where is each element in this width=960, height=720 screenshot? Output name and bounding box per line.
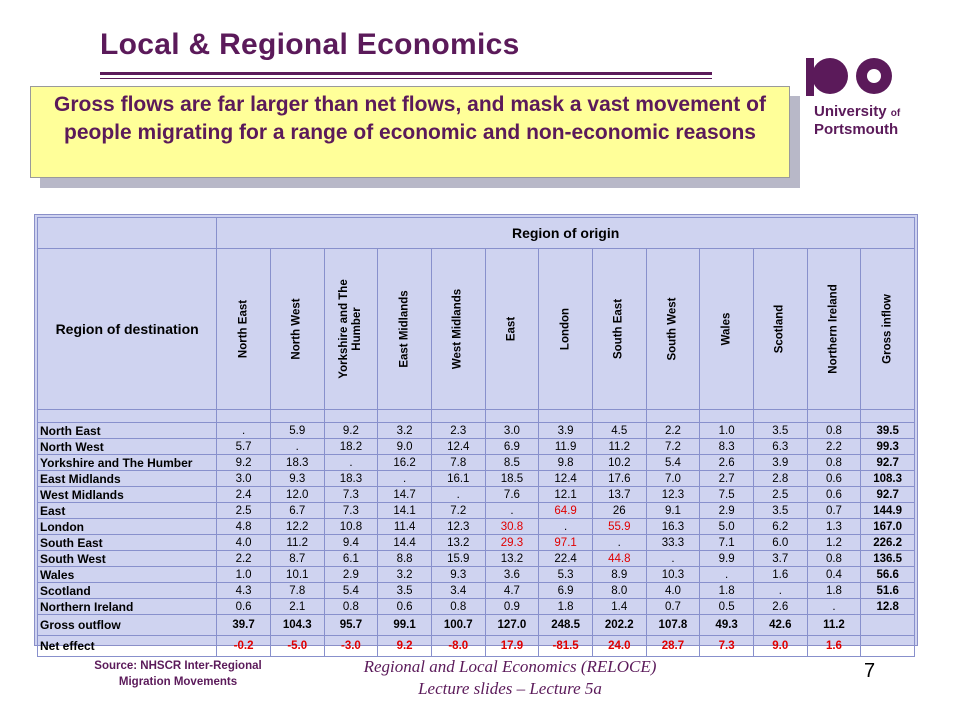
- column-header-label: East: [505, 316, 518, 342]
- table-cell: 0.8: [431, 599, 485, 615]
- table-cell: 0.6: [378, 599, 432, 615]
- table-cell: 99.1: [378, 615, 432, 636]
- table-cell: 107.8: [646, 615, 700, 636]
- table-cell: 13.2: [431, 535, 485, 551]
- table-cell: 3.5: [378, 583, 432, 599]
- row-label: Yorkshire and The Humber: [38, 455, 217, 471]
- net-effect-row: [38, 636, 915, 657]
- table-cell: 18.3: [270, 455, 324, 471]
- table-cell: 49.3: [700, 615, 754, 636]
- table-cell: 0.9: [485, 599, 539, 615]
- logo-line1: University: [814, 103, 887, 120]
- table-cell: 1.8: [700, 583, 754, 599]
- table-cell: [861, 615, 915, 636]
- table-cell: 39.5: [861, 423, 915, 439]
- table-cell: 4.7: [485, 583, 539, 599]
- table-cell: 39.7: [217, 615, 271, 636]
- table-cell: 248.5: [539, 615, 593, 636]
- column-header-label: West Midlands: [451, 288, 464, 370]
- origin-header: Region of origin: [217, 218, 915, 249]
- source-note: Source: NHSCR Inter-Regional Migration Movements: [94, 660, 262, 688]
- column-header-label: South East: [612, 298, 625, 360]
- column-header-label: North West: [290, 298, 303, 360]
- table-cell: 0.7: [807, 503, 861, 519]
- table-cell: 9.2: [217, 455, 271, 471]
- table-cell: 12.8: [861, 599, 915, 615]
- table-cell: -81.5: [539, 636, 593, 657]
- table-cell: 29.3: [485, 535, 539, 551]
- table-cell: 9.9: [700, 551, 754, 567]
- row-label: London: [38, 519, 217, 535]
- table-cell: 18.3: [324, 471, 378, 487]
- column-header-label: London: [559, 307, 572, 351]
- table-cell: 5.4: [324, 583, 378, 599]
- table-cell: 7.3: [324, 503, 378, 519]
- table-row: [38, 567, 915, 583]
- column-header: [861, 249, 915, 410]
- table-cell: 3.9: [539, 423, 593, 439]
- table-cell: 22.4: [539, 551, 593, 567]
- table-cell: 104.3: [270, 615, 324, 636]
- column-header: [807, 249, 861, 410]
- spacer-cell: [378, 410, 432, 423]
- table-cell: -8.0: [431, 636, 485, 657]
- table-cell: 6.1: [324, 551, 378, 567]
- table-cell: -0.2: [217, 636, 271, 657]
- table-cell: .: [270, 439, 324, 455]
- column-header-label: Yorkshire and The Humber: [337, 279, 363, 379]
- table-cell: 10.8: [324, 519, 378, 535]
- table-row: [38, 471, 915, 487]
- table-cell: 12.4: [431, 439, 485, 455]
- table-cell: 5.4: [646, 455, 700, 471]
- table-row: [38, 423, 915, 439]
- table-cell: 26: [592, 503, 646, 519]
- table-cell: 9.4: [324, 535, 378, 551]
- footer-line2: Lecture slides – Lecture 5a: [418, 679, 602, 698]
- table-cell: 6.9: [485, 439, 539, 455]
- table-cell: 2.6: [700, 455, 754, 471]
- table-cell: 3.5: [753, 423, 807, 439]
- row-label: South West: [38, 551, 217, 567]
- table-cell: 4.3: [217, 583, 271, 599]
- table-cell: 1.6: [807, 636, 861, 657]
- table-cell: 6.9: [539, 583, 593, 599]
- table-cell: 0.6: [217, 599, 271, 615]
- table-cell: 9.0: [378, 439, 432, 455]
- table-cell: 55.9: [592, 519, 646, 535]
- table-cell: 226.2: [861, 535, 915, 551]
- spacer-cell: [539, 410, 593, 423]
- spacer-cell: [324, 410, 378, 423]
- logo-wordmark: [814, 104, 900, 138]
- table-cell: 9.1: [646, 503, 700, 519]
- logo-of: of: [890, 108, 901, 119]
- table-cell: 0.8: [807, 551, 861, 567]
- table-cell: 9.3: [270, 471, 324, 487]
- spacer-cell: [38, 410, 217, 423]
- table-cell: 7.1: [700, 535, 754, 551]
- table-cell: 3.0: [217, 471, 271, 487]
- table-cell: .: [539, 519, 593, 535]
- table-cell: 8.3: [700, 439, 754, 455]
- table-cell: 92.7: [861, 487, 915, 503]
- table-cell: 2.5: [753, 487, 807, 503]
- spacer-cell: [485, 410, 539, 423]
- table-cell: 92.7: [861, 455, 915, 471]
- table-cell: 7.6: [485, 487, 539, 503]
- column-header: [431, 249, 485, 410]
- table-cell: 99.3: [861, 439, 915, 455]
- spacer-cell: [753, 410, 807, 423]
- table-cell: 33.3: [646, 535, 700, 551]
- row-label: Scotland: [38, 583, 217, 599]
- table-cell: 12.4: [539, 471, 593, 487]
- table-cell: 6.2: [753, 519, 807, 535]
- spacer-cell: [592, 410, 646, 423]
- key-message-callout: Gross flows are far larger than net flows, and mask a vast movement of people migrating for a range of economic and non-economic reasons: [30, 86, 790, 178]
- table-cell: 9.3: [431, 567, 485, 583]
- spacer-cell: [270, 410, 324, 423]
- table-cell: 4.0: [217, 535, 271, 551]
- column-header-label: Wales: [720, 312, 733, 346]
- table-row: [38, 455, 915, 471]
- table-cell: 12.3: [431, 519, 485, 535]
- column-header: [592, 249, 646, 410]
- table-cell: 9.2: [378, 636, 432, 657]
- table-cell: 100.7: [431, 615, 485, 636]
- table-cell: 3.6: [485, 567, 539, 583]
- table-cell: 1.6: [753, 567, 807, 583]
- logo-line2: Portsmouth: [814, 121, 899, 138]
- migration-table-panel: [34, 214, 918, 653]
- table-cell: 167.0: [861, 519, 915, 535]
- table-cell: 64.9: [539, 503, 593, 519]
- footer-course: [330, 656, 690, 700]
- table-cell: -5.0: [270, 636, 324, 657]
- table-cell: 5.7: [217, 439, 271, 455]
- table-cell: 9.8: [539, 455, 593, 471]
- table-cell: 3.7: [753, 551, 807, 567]
- table-cell: 9.0: [753, 636, 807, 657]
- table-cell: 1.4: [592, 599, 646, 615]
- spacer-cell: [700, 410, 754, 423]
- table-cell: 10.3: [646, 567, 700, 583]
- table-cell: 2.9: [700, 503, 754, 519]
- table-cell: 7.8: [270, 583, 324, 599]
- table-cell: 3.4: [431, 583, 485, 599]
- table-cell: .: [217, 423, 271, 439]
- table-cell: 2.2: [646, 423, 700, 439]
- table-row: [38, 439, 915, 455]
- spacer-cell: [431, 410, 485, 423]
- table-cell: 8.5: [485, 455, 539, 471]
- column-header-label: Northern Ireland: [827, 284, 840, 374]
- table-cell: 12.2: [270, 519, 324, 535]
- table-cell: 3.0: [485, 423, 539, 439]
- table-cell: 17.6: [592, 471, 646, 487]
- table-cell: 3.2: [378, 567, 432, 583]
- table-cell: 3.2: [378, 423, 432, 439]
- table-cell: 15.9: [431, 551, 485, 567]
- table-cell: 8.0: [592, 583, 646, 599]
- table-cell: 2.2: [807, 439, 861, 455]
- table-cell: 4.8: [217, 519, 271, 535]
- table-cell: 51.6: [861, 583, 915, 599]
- table-cell: 95.7: [324, 615, 378, 636]
- row-label: West Midlands: [38, 487, 217, 503]
- table-cell: 144.9: [861, 503, 915, 519]
- table-cell: 9.2: [324, 423, 378, 439]
- table-cell: 24.0: [592, 636, 646, 657]
- destination-header: Region of destination: [38, 249, 217, 410]
- table-row: [38, 519, 915, 535]
- table-row: [38, 551, 915, 567]
- table-cell: 3.9: [753, 455, 807, 471]
- table-cell: 3.5: [753, 503, 807, 519]
- table-cell: 18.5: [485, 471, 539, 487]
- column-header-label: Gross inflow: [881, 294, 894, 364]
- table-cell: 18.2: [324, 439, 378, 455]
- column-header: [378, 249, 432, 410]
- table-cell: 2.1: [270, 599, 324, 615]
- table-row: [38, 599, 915, 615]
- table-cell: 12.1: [539, 487, 593, 503]
- table-cell: 2.7: [700, 471, 754, 487]
- page-number: 7: [864, 660, 876, 682]
- row-label: Gross outflow: [38, 615, 217, 636]
- table-cell: 6.7: [270, 503, 324, 519]
- column-header: [753, 249, 807, 410]
- column-header: [270, 249, 324, 410]
- table-cell: 5.3: [539, 567, 593, 583]
- column-header-label: North East: [237, 299, 250, 359]
- table-cell: .: [753, 583, 807, 599]
- table-cell: 108.3: [861, 471, 915, 487]
- row-label: North West: [38, 439, 217, 455]
- row-label: South East: [38, 535, 217, 551]
- migration-table: [37, 217, 915, 657]
- row-label: Net effect: [38, 636, 217, 657]
- table-row: [38, 583, 915, 599]
- table-cell: 7.0: [646, 471, 700, 487]
- spacer-cell: [217, 410, 271, 423]
- table-cell: 56.6: [861, 567, 915, 583]
- column-header-label: Scotland: [773, 304, 786, 354]
- table-cell: 0.7: [646, 599, 700, 615]
- table-cell: 11.2: [807, 615, 861, 636]
- table-cell: .: [700, 567, 754, 583]
- table-cell: 7.3: [700, 636, 754, 657]
- title-underline: [100, 72, 712, 75]
- table-cell: 42.6: [753, 615, 807, 636]
- table-cell: .: [807, 599, 861, 615]
- spacer-cell: [646, 410, 700, 423]
- table-cell: 1.2: [807, 535, 861, 551]
- table-cell: 127.0: [485, 615, 539, 636]
- table-cell: 8.7: [270, 551, 324, 567]
- table-cell: 0.6: [807, 471, 861, 487]
- table-cell: 7.5: [700, 487, 754, 503]
- table-cell: 0.8: [807, 455, 861, 471]
- table-cell: 136.5: [861, 551, 915, 567]
- table-cell: 17.9: [485, 636, 539, 657]
- table-cell: 10.2: [592, 455, 646, 471]
- table-cell: 7.3: [324, 487, 378, 503]
- spacer-cell: [807, 410, 861, 423]
- column-header: [539, 249, 593, 410]
- table-cell: 0.5: [700, 599, 754, 615]
- table-cell: 0.6: [807, 487, 861, 503]
- table-cell: 0.8: [324, 599, 378, 615]
- row-label: North East: [38, 423, 217, 439]
- table-cell: 97.1: [539, 535, 593, 551]
- table-cell: 8.8: [378, 551, 432, 567]
- column-header: [485, 249, 539, 410]
- table-cell: 11.2: [270, 535, 324, 551]
- table-cell: 2.6: [753, 599, 807, 615]
- table-cell: 1.0: [217, 567, 271, 583]
- table-row: [38, 503, 915, 519]
- table-row: [38, 487, 915, 503]
- table-cell: 2.8: [753, 471, 807, 487]
- table-cell: 10.1: [270, 567, 324, 583]
- table-cell: 14.7: [378, 487, 432, 503]
- table-cell: 13.7: [592, 487, 646, 503]
- table-cell: 30.8: [485, 519, 539, 535]
- table-cell: .: [378, 471, 432, 487]
- table-row: [38, 535, 915, 551]
- footer-line1: Regional and Local Economics (RELOCE): [363, 657, 657, 676]
- table-cell: 1.0: [700, 423, 754, 439]
- table-cell: .: [592, 535, 646, 551]
- row-label: Northern Ireland: [38, 599, 217, 615]
- table-cell: 12.3: [646, 487, 700, 503]
- table-cell: 11.9: [539, 439, 593, 455]
- column-header: [324, 249, 378, 410]
- table-cell: 14.1: [378, 503, 432, 519]
- table-cell: 16.2: [378, 455, 432, 471]
- table-cell: 16.3: [646, 519, 700, 535]
- column-header: [217, 249, 271, 410]
- table-cell: 7.8: [431, 455, 485, 471]
- column-header: [700, 249, 754, 410]
- table-cell: 5.0: [700, 519, 754, 535]
- table-cell: 202.2: [592, 615, 646, 636]
- title-underline-thin: [100, 78, 712, 79]
- column-header-label: South West: [666, 297, 679, 361]
- table-cell: 6.0: [753, 535, 807, 551]
- table-cell: 14.4: [378, 535, 432, 551]
- table-cell: 28.7: [646, 636, 700, 657]
- table-cell: 7.2: [431, 503, 485, 519]
- table-cell: 44.8: [592, 551, 646, 567]
- table-cell: 2.5: [217, 503, 271, 519]
- table-cell: -3.0: [324, 636, 378, 657]
- table-cell: 1.3: [807, 519, 861, 535]
- column-header-label: East Midlands: [398, 290, 411, 368]
- table-cell: 13.2: [485, 551, 539, 567]
- table-cell: 2.4: [217, 487, 271, 503]
- table-cell: .: [485, 503, 539, 519]
- spacer-cell: [861, 410, 915, 423]
- column-header: [646, 249, 700, 410]
- row-label: East Midlands: [38, 471, 217, 487]
- table-cell: 12.0: [270, 487, 324, 503]
- table-cell: 16.1: [431, 471, 485, 487]
- gross-outflow-row: [38, 615, 915, 636]
- table-cell: 7.2: [646, 439, 700, 455]
- row-label: East: [38, 503, 217, 519]
- table-cell: 4.0: [646, 583, 700, 599]
- table-cell: .: [324, 455, 378, 471]
- table-cell: 1.8: [807, 583, 861, 599]
- table-cell: [861, 636, 915, 657]
- table-cell: 0.8: [807, 423, 861, 439]
- table-cell: 5.9: [270, 423, 324, 439]
- table-cell: 0.4: [807, 567, 861, 583]
- row-label: Wales: [38, 567, 217, 583]
- table-cell: 8.9: [592, 567, 646, 583]
- table-cell: 2.3: [431, 423, 485, 439]
- table-cell: 2.2: [217, 551, 271, 567]
- table-cell: 11.4: [378, 519, 432, 535]
- table-cell: 4.5: [592, 423, 646, 439]
- table-cell: 1.8: [539, 599, 593, 615]
- table-cell: .: [431, 487, 485, 503]
- corner-cell: [38, 218, 217, 249]
- slide-title: Local & Regional Economics: [100, 28, 520, 61]
- table-cell: 6.3: [753, 439, 807, 455]
- table-cell: .: [646, 551, 700, 567]
- table-cell: 2.9: [324, 567, 378, 583]
- table-cell: 11.2: [592, 439, 646, 455]
